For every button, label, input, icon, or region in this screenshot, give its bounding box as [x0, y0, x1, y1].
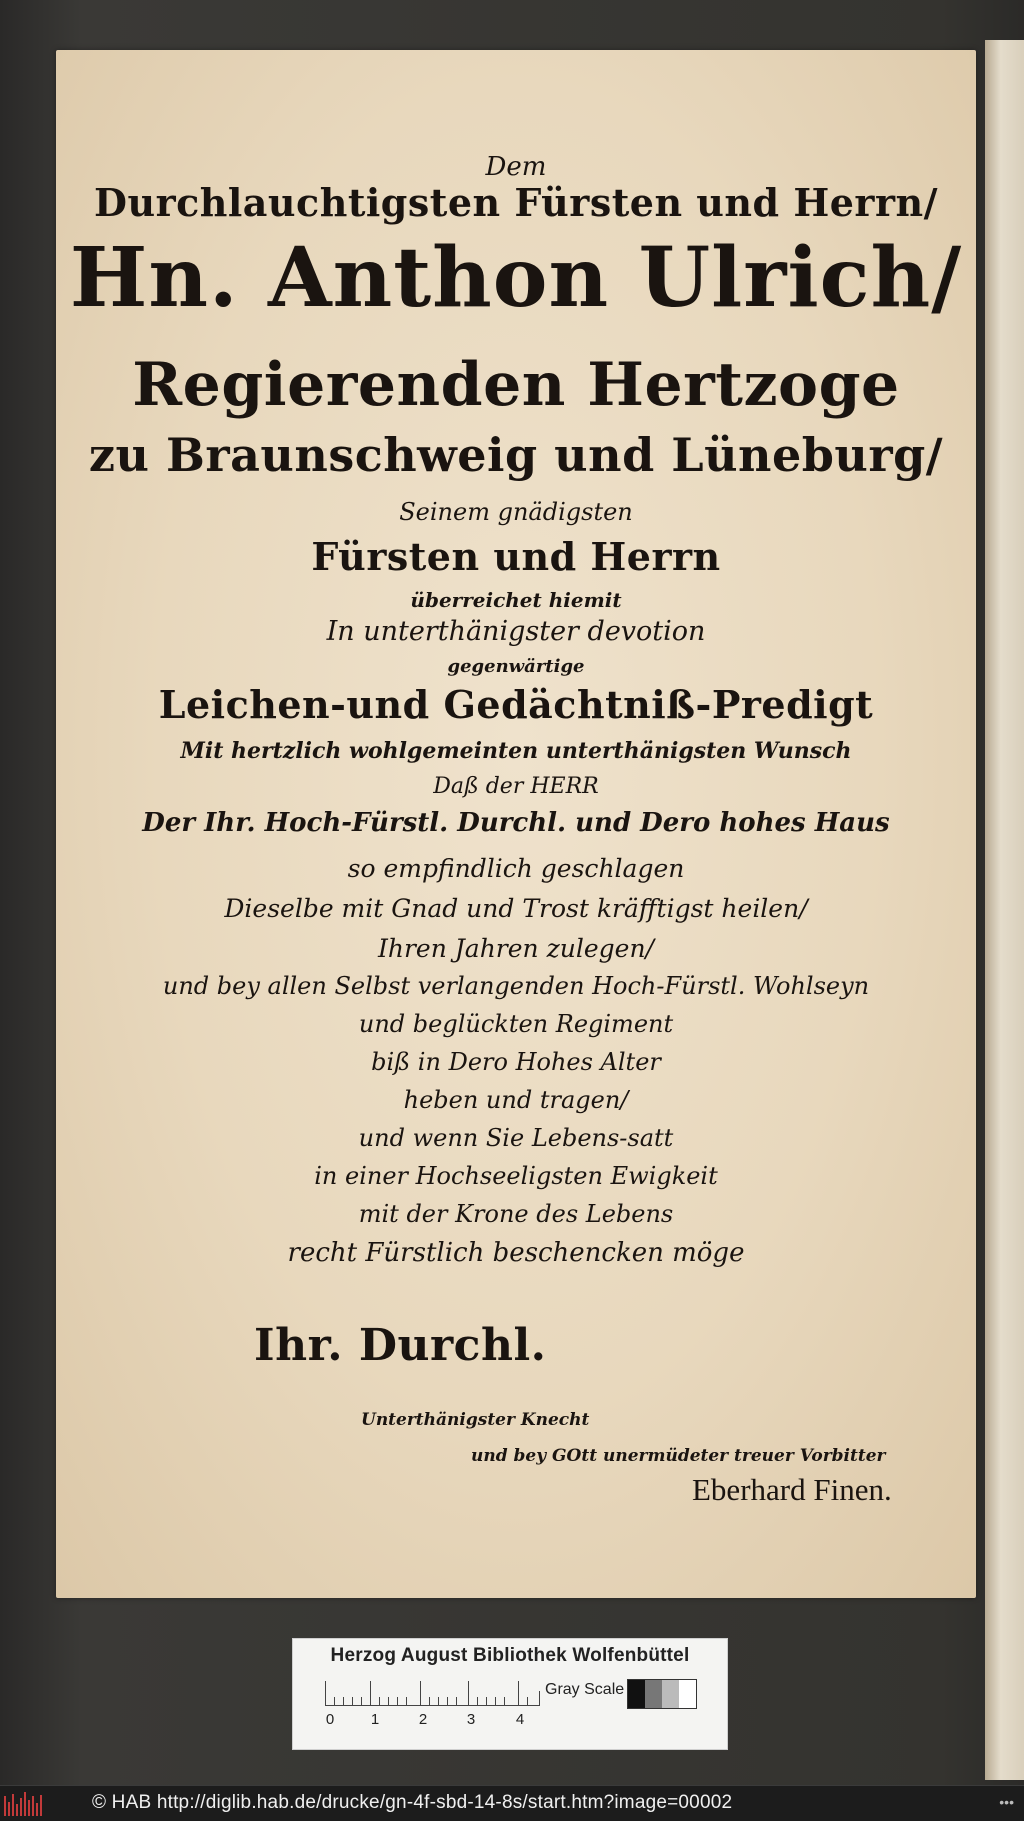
text-line-ueberreichet: überreichet hiemit — [410, 588, 622, 612]
swatch-light-gray — [662, 1680, 679, 1708]
text-line-territory: zu Braunschweig und Lüneburg/ — [88, 428, 944, 482]
text-line-lebens-satt: und wenn Sie Lebens-satt — [358, 1124, 674, 1152]
text-line-krone: mit der Krone des Lebens — [358, 1200, 674, 1228]
text-line-gegenwaertige: gegenwärtige — [447, 656, 585, 677]
text-line-wunsch: Mit hertzlich wohlgemeinten unterthänigsten Wunsch — [180, 738, 852, 764]
swatch-dark-gray — [645, 1680, 662, 1708]
text-line-tragen: heben und tragen/ — [403, 1086, 629, 1114]
swatch-black — [628, 1680, 645, 1708]
scale-ruler — [325, 1681, 540, 1706]
gray-scale-swatches — [627, 1679, 697, 1709]
scale-number-2: 2 — [418, 1711, 428, 1728]
text-line-title: Regierenden Hertzoge — [132, 350, 900, 420]
text-line-devotion: In unterthänigster devotion — [326, 616, 706, 647]
text-line-name: Hn. Anthon Ulrich/ — [69, 230, 963, 326]
closing-vorbitter: und bey GOtt unermüdeter treuer Vorbitter — [471, 1446, 886, 1466]
library-name: Herzog August Bibliothek Wolfenbüttel — [330, 1645, 690, 1666]
text-line-geschlagen: so empfindlich geschlagen — [347, 854, 685, 883]
text-line-heading: Durchlauchtigsten Fürsten und Herrn/ — [94, 180, 938, 225]
scale-number-0: 0 — [325, 1711, 335, 1728]
swatch-white — [679, 1680, 696, 1708]
copyright-footer — [0, 1785, 1024, 1821]
gray-scale-label: Gray Scale — [545, 1681, 625, 1698]
text-line-wohlseyn: und bey allen Selbst verlangenden Hoch-Fürstl. Wohlseyn — [162, 972, 870, 1000]
document-page — [56, 50, 976, 1598]
text-line-seinem: Seinem gnädigsten — [399, 498, 633, 526]
salutation: Ihr. Durchl. — [254, 1320, 547, 1371]
closing-knecht: Unterthänigster Knecht — [361, 1410, 590, 1430]
next-page-edge — [985, 40, 1024, 1780]
scale-number-1: 1 — [370, 1711, 380, 1728]
text-line-alter: biß in Dero Hohes Alter — [371, 1048, 661, 1076]
text-line-dem: Dem — [485, 152, 547, 182]
text-line-zulegen: Ihren Jahren zulegen/ — [378, 934, 654, 963]
signature: Eberhard Finen. — [692, 1472, 892, 1507]
scale-number-3: 3 — [466, 1711, 476, 1728]
text-line-haus: Der Ihr. Hoch-Fürstl. Durchl. und Dero hohes Haus — [142, 808, 890, 838]
text-line-herr: Daß der HERR — [433, 774, 599, 799]
text-line-heilen: Dieselbe mit Gnad und Trost kräfftigst heilen/ — [224, 894, 808, 923]
hab-logo-icon — [4, 1792, 44, 1816]
more-icon[interactable]: ••• — [999, 1794, 1014, 1810]
text-line-predigt: Leichen-und Gedächtniß-Predigt — [158, 682, 874, 727]
text-line-beschencken: recht Fürstlich beschencken möge — [287, 1238, 745, 1268]
scale-number-4: 4 — [515, 1711, 525, 1728]
color-calibration-card — [292, 1638, 728, 1750]
text-line-ewigkeit: in einer Hochseeligsten Ewigkeit — [314, 1162, 718, 1190]
text-line-regiment: und beglückten Regiment — [358, 1010, 674, 1038]
text-line-fuersten: Fürsten und Herrn — [311, 534, 721, 579]
source-url[interactable]: © HAB http://diglib.hab.de/drucke/gn-4f-sbd-14-8s/start.htm?image=00002 — [92, 1792, 733, 1813]
